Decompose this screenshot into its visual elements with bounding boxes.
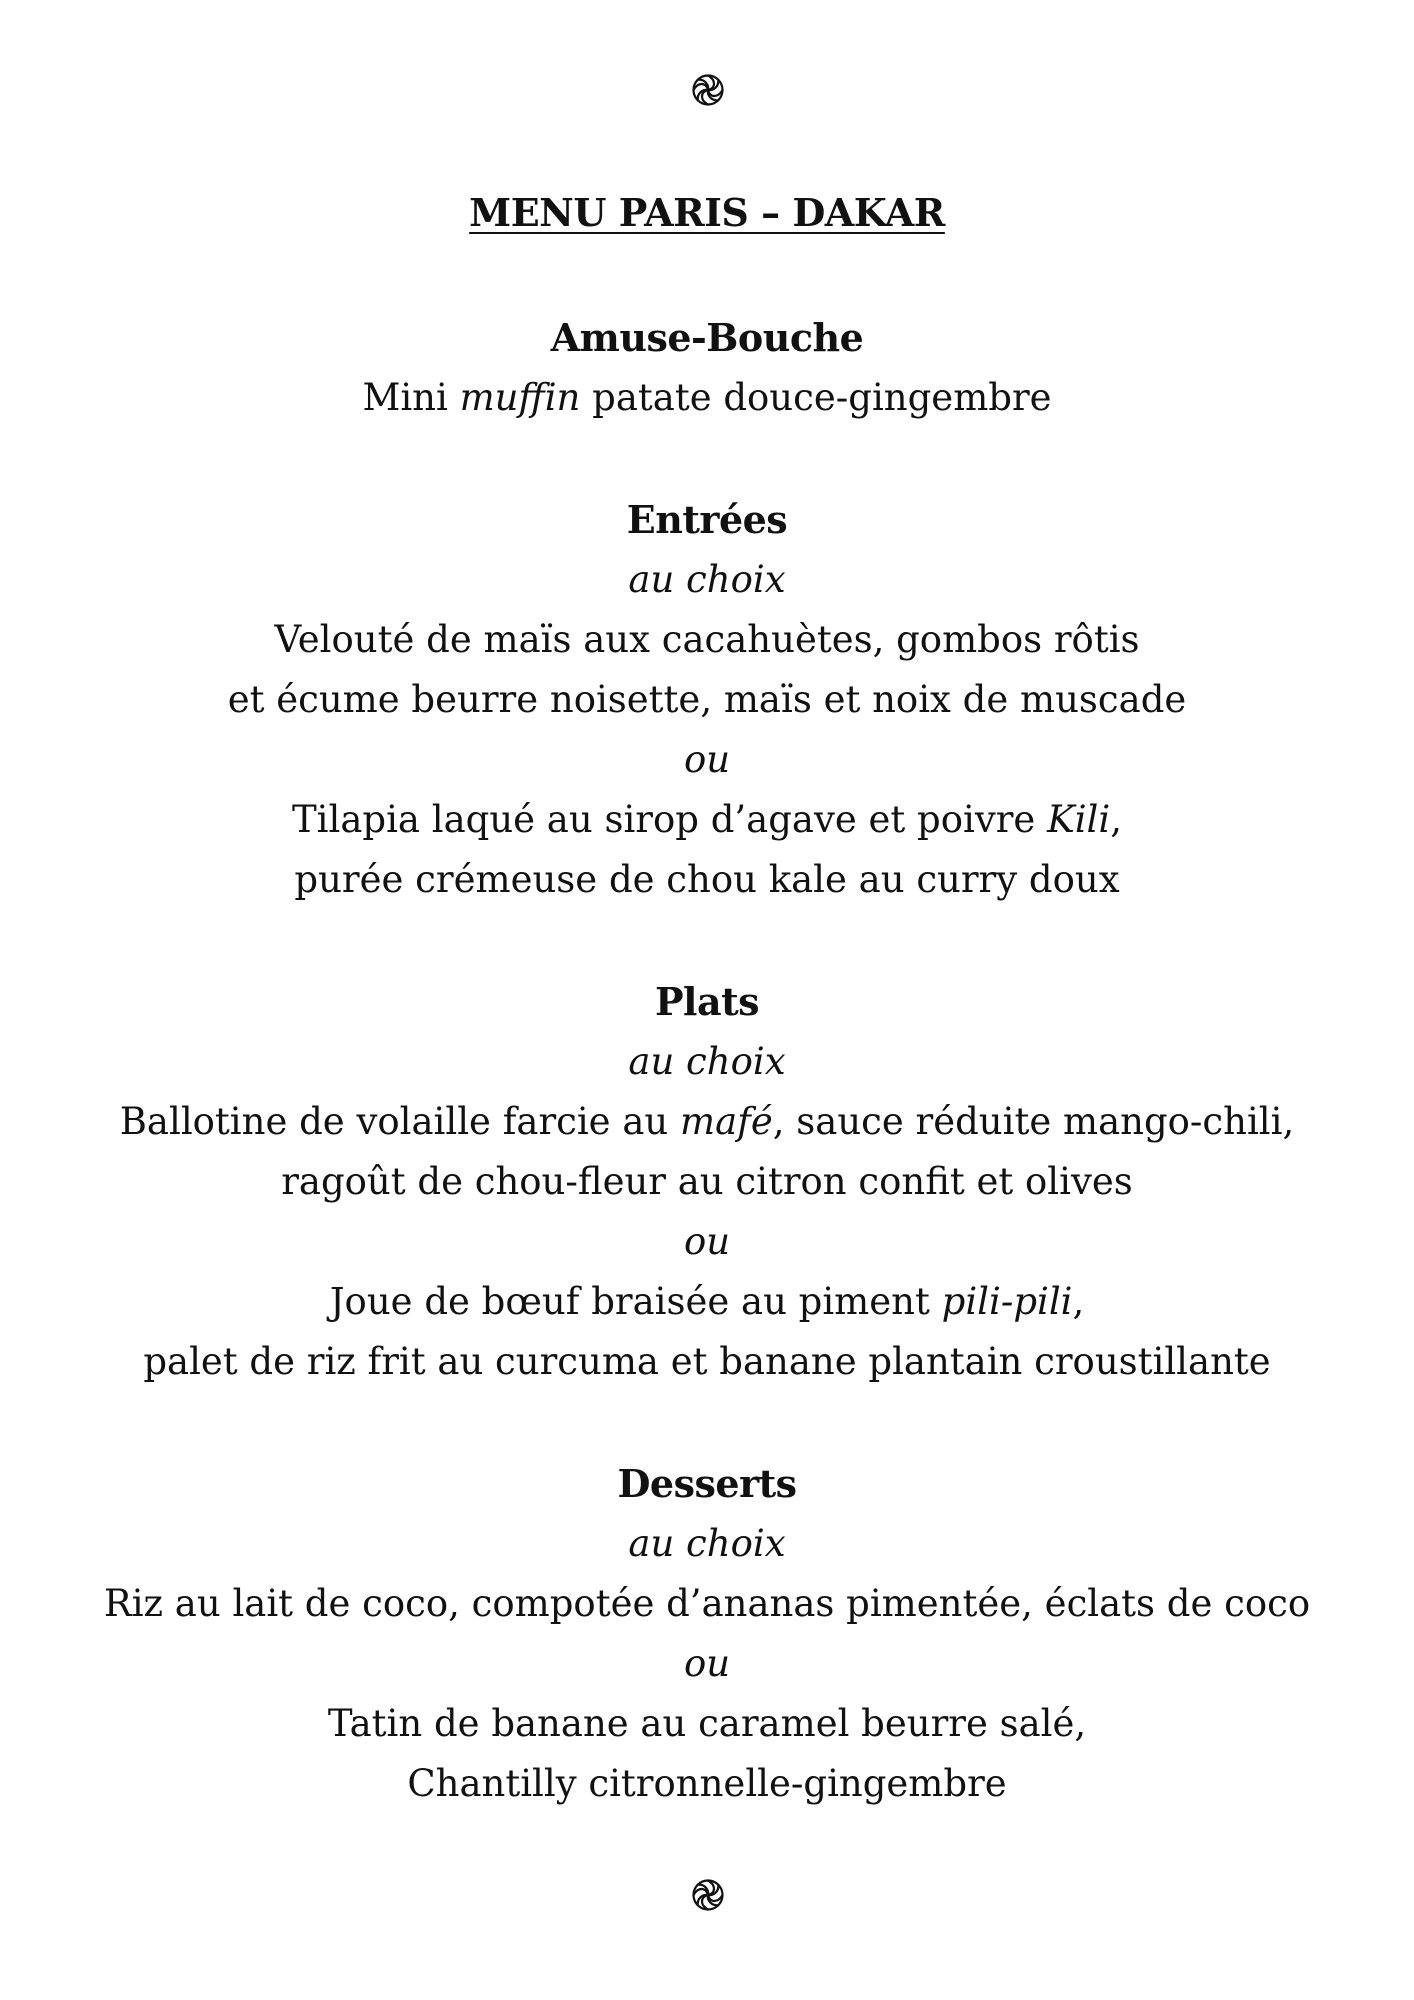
choice-note: au choix bbox=[628, 558, 786, 601]
section-heading: Desserts bbox=[617, 1461, 797, 1506]
menu-item: ragoût de chou-fleur au citron confit et olives bbox=[281, 1160, 1133, 1203]
section-desserts bbox=[0, 1454, 1414, 1814]
menu-item: purée crémeuse de chou kale au curry doux bbox=[294, 858, 1120, 901]
swirl-ornament-icon bbox=[688, 1875, 728, 1915]
menu-item: et écume beurre noisette, maïs et noix de muscade bbox=[227, 678, 1187, 721]
menu-item: Mini muffin patate douce-gingembre bbox=[362, 376, 1052, 419]
section-entrees bbox=[0, 490, 1414, 910]
section-plats bbox=[0, 972, 1414, 1392]
or-separator: ou bbox=[683, 1642, 731, 1685]
choice-note: au choix bbox=[628, 1040, 786, 1083]
or-separator: ou bbox=[683, 738, 731, 781]
section-heading: Amuse-Bouche bbox=[550, 315, 864, 360]
menu-item: Joue de bœuf braisée au piment pili-pili, bbox=[329, 1280, 1085, 1323]
menu-item: palet de riz frit au curcuma et banane plantain croustillante bbox=[143, 1340, 1271, 1383]
menu-title: MENU PARIS – DAKAR bbox=[469, 190, 945, 235]
choice-note: au choix bbox=[628, 1522, 786, 1565]
menu-item: Velouté de maïs aux cacahuètes, gombos rôtis bbox=[274, 618, 1140, 661]
section-amuse-bouche bbox=[0, 308, 1414, 428]
section-heading: Entrées bbox=[626, 497, 788, 542]
menu-item: Riz au lait de coco, compotée d’ananas pimentée, éclats de coco bbox=[103, 1582, 1311, 1625]
menu-item: Chantilly citronnelle-gingembre bbox=[407, 1762, 1007, 1805]
or-separator: ou bbox=[683, 1220, 731, 1263]
swirl-ornament-icon bbox=[688, 70, 728, 110]
menu-item: Tatin de banane au caramel beurre salé, bbox=[327, 1702, 1087, 1745]
menu-item: Tilapia laqué au sirop d’agave et poivre Kili, bbox=[292, 798, 1122, 841]
section-heading: Plats bbox=[654, 979, 760, 1024]
menu-item: Ballotine de volaille farcie au mafé, sauce réduite mango-chili, bbox=[119, 1100, 1295, 1143]
